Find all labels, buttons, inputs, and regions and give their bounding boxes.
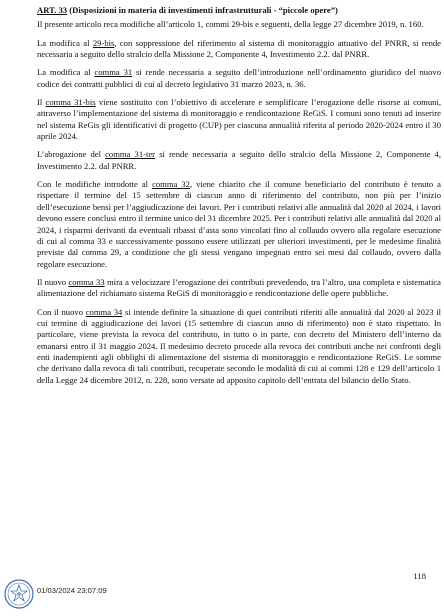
article-number: ART. 33: [37, 5, 68, 15]
paragraph: [37, 19, 441, 30]
article-title: (Disposizioni in materia di investimenti infrastrutturali - “piccole opere”): [67, 5, 338, 15]
paragraph-text: mira a velocizzare l’erogazione dei contributi prevedendo, tra l’altro, una completa e sistematica alimentazione del richiamato sistema ReGiS di monitoraggio e rendicontazione delle opere pubbliche.: [37, 276, 441, 299]
comma-reference: comma 33: [68, 276, 105, 287]
paragraph-text: Il: [37, 97, 46, 108]
paragraphs: [37, 19, 441, 386]
paragraph-text: Con il nuovo: [37, 306, 86, 317]
paragraph-text: Il presente articolo reca modifiche all’articolo 1, commi 29-bis e seguenti, della legge 27 dicembre 2019, n. 160.: [37, 19, 424, 30]
paragraph-text: Con le modifiche introdotte al: [37, 179, 153, 190]
comma-reference: 29-bis: [92, 37, 115, 48]
paragraph-text: La modifica al: [37, 37, 93, 48]
comma-reference: comma 32: [152, 179, 190, 190]
paragraph: [37, 97, 441, 142]
comma-reference: comma 31: [94, 67, 133, 78]
document-body: [37, 5, 441, 393]
paragraph-text: si intende definire la situazione di quei contributi riferiti alle annualità dal 2020 al 2023 il cui termine di aggiudicazione dei lavori (15 settembre di ciascun anno di riferimento) non è stato rispettato. In particolare, viene prevista la revoca del contributo, in tutto o in parte, con decreto del Ministero dell’interno da emanarsi entro il 31 maggio 2024. Il medesimo decreto procede alla revoca dei contributi anche nei confronti degli enti inadempienti agli obblighi di alimentazione del sistema di monitoraggio e rendicontazione ReGiS. Le somme che derivano dalla revoca di tali contributi, recuperate secondo le modalità di cui ai commi 128 e 129 dell’articolo 1 della Legge 24 dicembre 2012, n. 228, sono versate ad apposito capitolo dell’entrata del bilancio dello Stato.: [37, 306, 442, 385]
government-seal-icon: [4, 579, 34, 609]
comma-reference: comma 34: [85, 306, 123, 317]
paragraph-text: La modifica al: [37, 67, 95, 78]
paragraph-text: , con soppressione del riferimento al sistema di monitoraggio attuativo del PNRR, si rende necessaria a seguito dello stralcio della Missione 2, Componente 4, Investimento 2.2. dal PNRR.: [37, 37, 441, 60]
paragraph-text: , viene chiarito che il comune beneficiario del contributo è tenuto a rispettare il termine del 15 settembre di ciascun anno di riferimento del contributo, non più per l’inizio dell’esecuzione bensì per l’aggiudicazione dei lavori. Per i contributi relativi alle annualità dal 2020 al 2024, i lavori devono essere conclusi entro il termine unico del 31 dicembre 2025. Per i contributi relativi alle annualità dal 2020 al 2024, i risparmi derivanti da eventuali ribassi d’asta sono vincolati fino al collaudo ovvero alla regolare esecuzione di cui al comma 33 e successivamente possono essere utilizzati per ulteriori investimenti, per le medesime finalità previste dal comma 29, a condizione che gli stessi vengano impegnati entro sei mesi dal collaudo, ovvero dalla regolare esecuzione.: [37, 179, 441, 269]
comma-reference: comma 31-ter: [105, 149, 156, 160]
article-heading: [37, 5, 441, 16]
comma-reference: comma 31-bis: [45, 97, 96, 108]
paragraph: [37, 307, 441, 386]
paragraph: [37, 277, 441, 300]
print-timestamp: 01/03/2024 23:07:09: [37, 586, 107, 595]
paragraph: [37, 38, 441, 61]
paragraph: [37, 149, 441, 172]
paragraph-text: L’abrogazione del: [37, 149, 106, 160]
paragraph-text: Il nuovo: [37, 276, 69, 287]
page-number: 118: [413, 571, 426, 581]
paragraph-text: si rende necessaria a seguito dell’introduzione nell’ordinamento giuridico del nuovo codice dei contratti pubblici di cui al decreto legislativo 31 marzo 2023, n. 36.: [37, 67, 441, 89]
paragraph: [37, 67, 441, 90]
paragraph: [37, 179, 441, 270]
paragraph-text: si rende necessaria a seguito dello stralcio della Missione 2, Componente 4, Investimento 2.2. dal PNRR.: [37, 149, 442, 171]
paragraph-text: viene sostituito con l’obiettivo di accelerare e semplificare l’erogazione delle risorse ai comuni, attraverso l’implementazione del sistema di monitoraggio e rendicontazione ReGiS. I comuni sono tenuti ad inserire nel sistema ReGis gli identificativi di progetto (CUP) per ciascuna annualità riferita al periodo 2020-2024 entro il 30 aprile 2024.: [37, 97, 441, 142]
